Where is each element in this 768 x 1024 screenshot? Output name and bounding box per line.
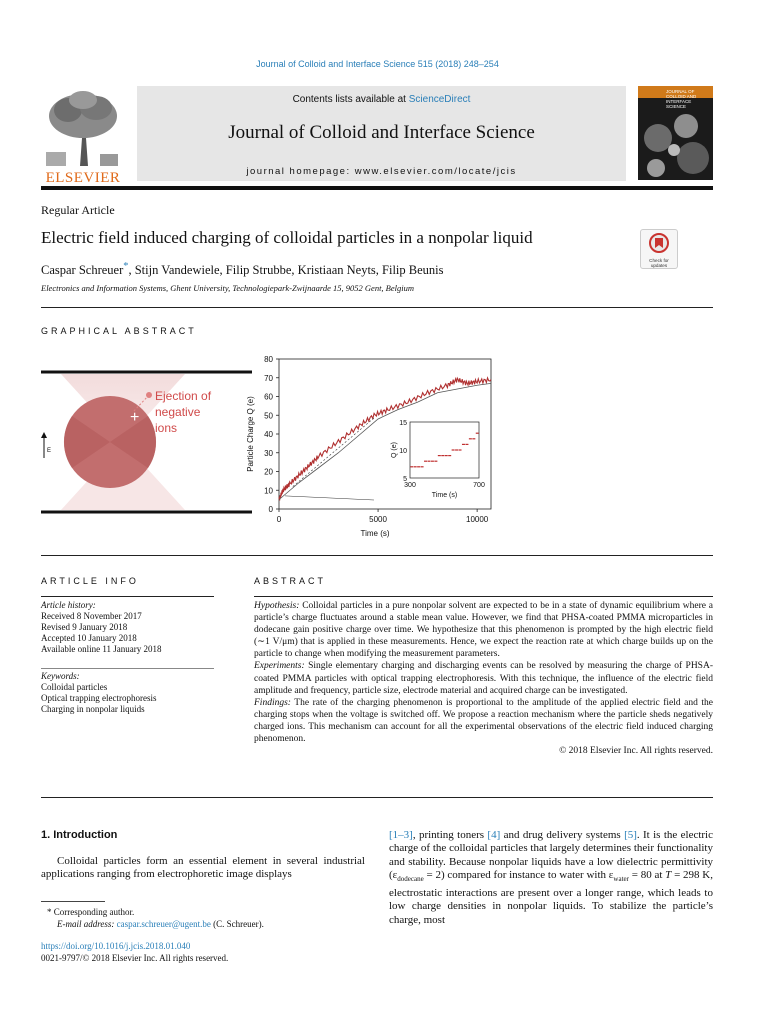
inset-point xyxy=(455,449,458,450)
corresponding-marker[interactable]: * xyxy=(123,261,129,272)
abstract-copyright: © 2018 Elsevier Inc. All rights reserved. xyxy=(559,746,713,757)
experiments-label: Experiments: xyxy=(254,661,305,672)
y-tick-label: 30 xyxy=(264,448,273,458)
keywords xyxy=(41,671,221,715)
intro-text: = 298 K, electrostatic interactions are present over a longer range, which leads to low charge densities in nonpolar liquids. To stabilize the particle’s charge, most xyxy=(389,869,713,926)
intro-left-text: Colloidal particles form an essential element in several industrial applications ranging from electrophoretic image displays xyxy=(41,855,365,881)
y-tick-label: 70 xyxy=(264,373,273,383)
footnote-rule xyxy=(41,901,105,902)
history-received: Received 8 November 2017 xyxy=(41,611,142,621)
footnote-corresponding-text: Corresponding author. xyxy=(51,907,135,917)
elsevier-logo xyxy=(38,88,128,186)
email-link[interactable]: caspar.schreuer@ugent.be xyxy=(116,919,211,929)
abstract-hypothesis xyxy=(254,600,713,660)
subscript-dodecane: dodecane xyxy=(397,875,424,884)
article-authors xyxy=(41,261,444,278)
inset-point xyxy=(441,455,444,456)
keywords-rule xyxy=(41,668,214,669)
y-axis-label: Particle Charge Q (e) xyxy=(246,396,255,472)
inset-y-axis-label: Q (e) xyxy=(391,442,398,458)
article-info-rule xyxy=(41,596,214,597)
zoom-connector xyxy=(285,496,374,500)
elsevier-tree-icon xyxy=(38,88,128,168)
homepage-url[interactable]: www.elsevier.com/locate/jcis xyxy=(354,166,517,177)
ref-5[interactable]: [5] xyxy=(624,829,637,841)
inset-point xyxy=(452,449,455,450)
inset-x-axis-label: Time (s) xyxy=(431,492,458,499)
affiliation: Electronics and Information Systems, Ghent University, Technologiepark-Zwijnaarde 15, 9052 Gent, Belgium xyxy=(41,283,415,293)
inset-point xyxy=(421,466,424,467)
footnote-marker: * xyxy=(47,907,52,917)
inset-x-tick-label: 300 xyxy=(404,482,416,489)
inset-point xyxy=(448,455,451,456)
author-list: , Stijn Vandewiele, Filip Strubbe, Kristiaan Neyts, Filip Beunis xyxy=(128,263,444,278)
x-tick-label: 10000 xyxy=(466,515,489,524)
abstract-rule xyxy=(254,596,713,597)
intro-text: and drug delivery systems xyxy=(500,829,625,841)
history-revised: Revised 9 January 2018 xyxy=(41,622,128,632)
article-info-heading: ARTICLE INFO xyxy=(41,576,139,586)
journal-homepage xyxy=(137,166,626,177)
author-first: Caspar Schreuer xyxy=(41,263,124,278)
doi-link[interactable]: https://doi.org/10.1016/j.jcis.2018.01.040 xyxy=(41,941,191,951)
abstract-findings xyxy=(254,697,713,745)
ga-rule xyxy=(41,555,713,556)
inset-point xyxy=(434,461,437,462)
email-suffix: (C. Schreuer). xyxy=(210,919,264,929)
subscript-water: water xyxy=(613,875,629,884)
y-tick-label: 80 xyxy=(264,355,273,364)
charge-vs-time-chart xyxy=(246,355,491,538)
footnote-email xyxy=(57,919,264,930)
article-history xyxy=(41,600,221,655)
contents-prefix: Contents lists available at xyxy=(292,94,409,105)
temperature-symbol: T xyxy=(665,869,672,882)
abstract-body xyxy=(254,600,713,757)
inset-point xyxy=(459,449,462,450)
inset-point xyxy=(469,438,472,439)
keyword-item: Colloidal particles xyxy=(41,682,108,692)
journal-citation[interactable]: Journal of Colloid and Interface Science 515 (2018) 248–254 xyxy=(256,59,499,69)
inset-x-tick-label: 700 xyxy=(473,482,485,489)
y-tick-label: 50 xyxy=(264,411,273,421)
x-tick-label: 0 xyxy=(276,515,282,524)
elsevier-wordmark: ELSEVIER xyxy=(45,170,121,186)
graphical-abstract-heading: GRAPHICAL ABSTRACT xyxy=(41,326,197,336)
inset-point xyxy=(417,466,420,467)
graphical-abstract-svg xyxy=(41,350,501,550)
y-tick-label: 40 xyxy=(264,430,273,439)
intro-text: = 80 at xyxy=(628,869,666,882)
email-label: E-mail address: xyxy=(57,919,117,929)
annotation-line-3: ions xyxy=(155,421,178,435)
issn-line: 0021-9797/© 2018 Elsevier Inc. All rights reserved. xyxy=(41,953,229,963)
inset-point xyxy=(431,461,434,462)
ref-1-3[interactable]: [1–3] xyxy=(389,829,413,841)
inset-point xyxy=(424,461,427,462)
zoom-connector xyxy=(293,418,374,487)
hypothesis-text: Colloidal particles in a pure nonpolar solvent are expected to be in a state of dynamic equilibrium where a particle’s charge fluctuates around a stable mean value. However, we find that PHSA-coated PMMA microparticles in dodecane gain positive charge over time. We hypothesize that this phenomenon is prompted by the high electric field (∼1 V/μm) that is applied in these measurements. Hence, we expect the reaction rate at which charge builds up on the particle to change when modifying the measurement parameters. xyxy=(254,601,713,660)
title-rule xyxy=(41,307,713,308)
annotation-line-2: negative xyxy=(155,405,201,419)
check-updates-icon xyxy=(649,233,669,253)
inset-point xyxy=(427,461,430,462)
graphical-abstract-figure xyxy=(41,350,501,550)
experiments-text: Single elementary charging and discharging events can be resolved by measuring the charge of PHSA-coated PMMA particles with optical trapping electrophoresis. With this technique, the influence of the electric field amplitude and frequency, particle size, electrode material and acquired charge can be investigated. xyxy=(254,661,713,696)
check-updates-badge[interactable] xyxy=(640,229,678,269)
cover-title: JOURNAL OF COLLOID AND INTERFACE SCIENCE xyxy=(666,89,697,109)
inset-frame xyxy=(410,422,479,478)
contents-line xyxy=(137,94,626,105)
intro-heading: 1. Introduction xyxy=(41,829,118,841)
ref-4[interactable]: [4] xyxy=(487,829,501,841)
footnote-corresponding xyxy=(47,907,134,918)
abstract-experiments xyxy=(254,660,713,696)
masthead-rule xyxy=(41,186,713,190)
history-accepted: Accepted 10 January 2018 xyxy=(41,633,137,643)
journal-cover xyxy=(638,86,713,180)
inset-point xyxy=(472,438,475,439)
y-tick-label: 0 xyxy=(268,505,273,514)
annotation-line-1: Ejection of xyxy=(155,389,212,403)
check-updates-label: Check for updates xyxy=(649,258,669,268)
article-title: Electric field induced charging of colloidal particles in a nonpolar liquid xyxy=(41,228,533,247)
inset-point xyxy=(445,455,448,456)
history-label: Article history: xyxy=(41,600,96,610)
findings-label: Findings: xyxy=(254,697,291,708)
intro-text: = 2) compared for instance to water with ε xyxy=(423,869,614,882)
journal-masthead xyxy=(137,86,626,181)
keyword-item: Optical trapping electrophoresis xyxy=(41,693,157,703)
homepage-prefix: journal homepage: xyxy=(246,166,355,177)
inset-point xyxy=(476,433,479,434)
inset-point xyxy=(462,444,465,445)
inset-y-tick-label: 10 xyxy=(399,448,407,455)
hypothesis-label: Hypothesis: xyxy=(254,601,300,611)
field-label: E xyxy=(47,448,52,454)
article-type: Regular Article xyxy=(41,203,115,217)
intro-text: . It is the electric charge of the colloidal particles that largely determines their functionality and stability. Because nonpolar liquids have a low dielectric permittivity (ε xyxy=(389,829,713,882)
intro-text: , printing toners xyxy=(412,829,488,841)
intro-right-text xyxy=(389,829,713,927)
plus-sign: + xyxy=(130,409,140,426)
findings-text: The rate of the charging phenomenon is proportional to the amplitude of the applied electric field and the charging stops when the voltage is switched off. We propose a reaction mechanism where the particle sheds negatively charged ions. This mechanism can account for all the experimental observations of the electric field induced charging phenomenon. xyxy=(254,697,713,745)
inset-y-tick-label: 5 xyxy=(403,476,407,483)
y-tick-label: 20 xyxy=(264,467,273,477)
abstract-heading: ABSTRACT xyxy=(254,576,327,586)
inset-point xyxy=(414,466,417,467)
inset-point xyxy=(465,444,468,445)
inset-point xyxy=(410,466,413,467)
history-online: Available online 11 January 2018 xyxy=(41,644,162,654)
y-tick-label: 60 xyxy=(264,392,273,402)
keywords-label: Keywords: xyxy=(41,671,80,681)
sciencedirect-link[interactable]: ScienceDirect xyxy=(408,94,471,105)
inset-y-tick-label: 15 xyxy=(399,420,407,427)
x-axis-label: Time (s) xyxy=(360,529,390,538)
y-tick-label: 10 xyxy=(264,486,273,496)
inset-point xyxy=(438,455,441,456)
keyword-item: Charging in nonpolar liquids xyxy=(41,704,145,714)
cover-spheres-icon xyxy=(638,98,713,180)
abstract-bottom-rule xyxy=(41,797,713,798)
journal-title: Journal of Colloid and Interface Science xyxy=(228,122,535,143)
x-tick-label: 5000 xyxy=(369,515,387,524)
